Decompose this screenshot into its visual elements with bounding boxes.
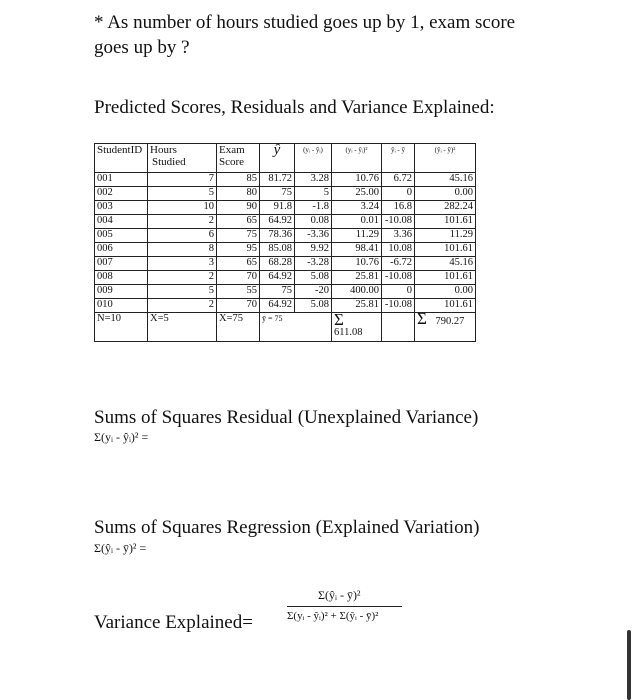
cell-studentid: 005 (95, 229, 148, 243)
col-header-deviation: ŷᵢ - ȳ (382, 144, 415, 173)
ss-regression-title: Sums of Squares Regression (Explained Variation) (94, 517, 480, 538)
col-header-residual-squared: (yᵢ - ŷᵢ)² (332, 144, 382, 173)
table-row (95, 187, 476, 201)
cell-residual: 5.08 (295, 271, 332, 285)
cell-deviation: -6.72 (382, 257, 415, 271)
cell-studentid: 007 (95, 257, 148, 271)
cell-exam: 65 (217, 257, 260, 271)
cell-deviation-squared: 0.00 (415, 187, 476, 201)
cell-residual: 0.08 (295, 215, 332, 229)
cell-hours: 7 (148, 173, 217, 187)
table-row (95, 229, 476, 243)
cell-residual: -1.8 (295, 201, 332, 215)
cell-residual-squared: 400.00 (332, 285, 382, 299)
table-row (95, 271, 476, 285)
cell-hours: 5 (148, 187, 217, 201)
cell-deviation-squared: 101.61 (415, 215, 476, 229)
fraction-bar (287, 606, 402, 607)
cell-exam: 70 (217, 271, 260, 285)
cell-deviation: 0 (382, 187, 415, 201)
cell-yhat: 64.92 (260, 271, 295, 285)
footer-x-mean: X=5 (148, 313, 217, 342)
cell-residual: -20 (295, 285, 332, 299)
cell-hours: 2 (148, 271, 217, 285)
cell-yhat: 64.92 (260, 299, 295, 313)
variance-denominator: Σ(yᵢ - ŷᵢ)² + Σ(ŷᵢ - ȳ)² (287, 610, 379, 622)
cell-residual: -3.36 (295, 229, 332, 243)
cell-residual: -3.28 (295, 257, 332, 271)
cell-hours: 6 (148, 229, 217, 243)
cell-deviation-squared: 45.16 (415, 257, 476, 271)
cell-deviation-squared: 11.29 (415, 229, 476, 243)
footer-empty (382, 313, 415, 342)
cell-residual-squared: 10.76 (332, 257, 382, 271)
cell-deviation-squared: 282.24 (415, 201, 476, 215)
cell-residual-squared: 11.29 (332, 229, 382, 243)
table-row (95, 215, 476, 229)
cell-deviation-squared: 101.61 (415, 243, 476, 257)
cell-yhat: 78.36 (260, 229, 295, 243)
cell-residual: 5 (295, 187, 332, 201)
cell-residual-squared: 25.81 (332, 271, 382, 285)
table-row (95, 243, 476, 257)
cell-studentid: 001 (95, 173, 148, 187)
footer-yhat-mean (260, 313, 332, 342)
cell-hours: 10 (148, 201, 217, 215)
cell-residual-squared: 25.81 (332, 299, 382, 313)
footer-sum-deviation-value: 790.27 (435, 316, 465, 327)
col-header-residual: (yᵢ - ŷᵢ) (295, 144, 332, 173)
cell-exam: 95 (217, 243, 260, 257)
cell-residual: 5.08 (295, 299, 332, 313)
cell-residual-squared: 0.01 (332, 215, 382, 229)
table-row (95, 257, 476, 271)
cell-exam: 90 (217, 201, 260, 215)
cell-yhat: 68.28 (260, 257, 295, 271)
ss-regression-formula: Σ(ŷᵢ - ȳ)² = (94, 541, 147, 555)
cell-residual: 9.92 (295, 243, 332, 257)
cell-residual-squared: 25.00 (332, 187, 382, 201)
footer-sum-residual-squared (332, 310, 382, 342)
scrollbar[interactable] (627, 630, 631, 700)
cell-hours: 2 (148, 299, 217, 313)
col-header-studentid: StudentID (95, 144, 148, 173)
cell-yhat: 81.72 (260, 173, 295, 187)
cell-deviation: 0 (382, 285, 415, 299)
cell-deviation: -10.08 (382, 271, 415, 285)
cell-exam: 70 (217, 299, 260, 313)
cell-hours: 8 (148, 243, 217, 257)
cell-yhat: 91.8 (260, 201, 295, 215)
variance-numerator: Σ(ŷᵢ - ȳ)² (318, 588, 361, 602)
cell-exam: 80 (217, 187, 260, 201)
cell-studentid: 006 (95, 243, 148, 257)
intro-line-2: goes up by ? (94, 37, 190, 58)
cell-deviation-squared: 101.61 (415, 271, 476, 285)
col-header-yhat: ŷ (260, 144, 295, 173)
cell-studentid: 009 (95, 285, 148, 299)
cell-deviation-squared: 45.16 (415, 173, 476, 187)
cell-residual-squared: 3.24 (332, 201, 382, 215)
cell-residual: 3.28 (295, 173, 332, 187)
cell-exam: 85 (217, 173, 260, 187)
cell-yhat: 75 (260, 285, 295, 299)
data-table (94, 143, 476, 342)
cell-deviation: 6.72 (382, 173, 415, 187)
cell-studentid: 010 (95, 299, 148, 313)
cell-exam: 55 (217, 285, 260, 299)
footer-y-mean: X=75 (217, 313, 260, 342)
cell-exam: 65 (217, 215, 260, 229)
sigma-icon: Σ (334, 310, 344, 329)
cell-studentid: 003 (95, 201, 148, 215)
table-header-row (95, 144, 476, 173)
cell-residual-squared: 10.76 (332, 173, 382, 187)
cell-hours: 2 (148, 215, 217, 229)
cell-yhat: 64.92 (260, 215, 295, 229)
cell-deviation: 10.08 (382, 243, 415, 257)
cell-yhat: 85.08 (260, 243, 295, 257)
cell-hours: 3 (148, 257, 217, 271)
footer-n: N=10 (95, 313, 148, 342)
section-title: Predicted Scores, Residuals and Variance Explained: (94, 97, 495, 118)
variance-explained-label: Variance Explained= (94, 612, 253, 633)
cell-studentid: 008 (95, 271, 148, 285)
cell-deviation-squared: 101.61 (415, 299, 476, 313)
cell-yhat: 75 (260, 187, 295, 201)
cell-studentid: 004 (95, 215, 148, 229)
col-header-deviation-squared: (ŷᵢ - ȳ)² (415, 144, 476, 173)
cell-deviation: -10.08 (382, 215, 415, 229)
intro-line-1: * As number of hours studied goes up by 1, exam score (94, 12, 516, 33)
table-row (95, 285, 476, 299)
cell-deviation: -10.08 (382, 299, 415, 313)
cell-exam: 75 (217, 229, 260, 243)
footer-sum-residual-value: 611.08 (334, 327, 363, 338)
ss-residual-formula: Σ(yᵢ - ŷᵢ)² = (94, 430, 149, 444)
col-header-hours: Hours Studied (148, 144, 217, 173)
table-row (95, 201, 476, 215)
cell-hours: 5 (148, 285, 217, 299)
cell-residual-squared: 98.41 (332, 243, 382, 257)
cell-studentid: 002 (95, 187, 148, 201)
col-header-exam: Exam Score (217, 144, 260, 173)
cell-deviation-squared: 0.00 (415, 285, 476, 299)
cell-deviation: 16.8 (382, 201, 415, 215)
sigma-icon: Σ (417, 309, 427, 328)
footer-sum-deviation-squared (415, 309, 476, 342)
ss-residual-title: Sums of Squares Residual (Unexplained Variance) (94, 407, 479, 428)
footer-yhat-mean-text: ȳ = 75 (262, 314, 283, 323)
table-footer-row (95, 313, 476, 342)
table-row (95, 173, 476, 187)
cell-deviation: 3.36 (382, 229, 415, 243)
